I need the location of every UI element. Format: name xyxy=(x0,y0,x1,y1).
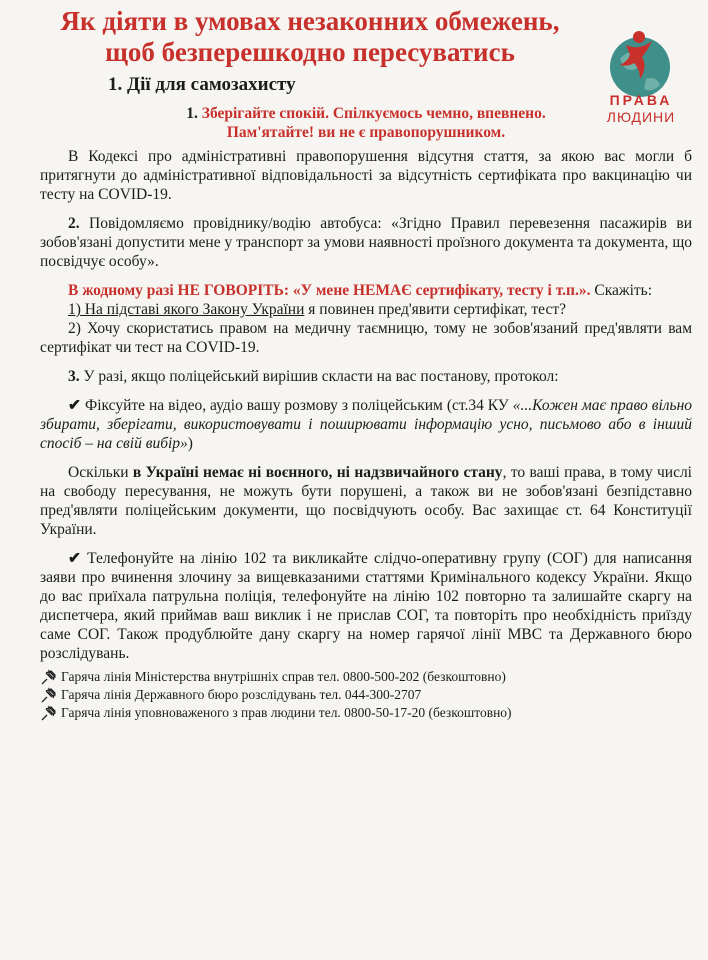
title-line-2: щоб безперешкодно пересуватись xyxy=(105,37,515,67)
pushpin-icon xyxy=(40,669,58,685)
paragraph-stay-calm xyxy=(40,104,692,142)
pushpin-icon xyxy=(40,705,58,721)
checkmark-icon: ✔ xyxy=(68,397,81,414)
section-heading: 1. Дії для самозахисту xyxy=(108,74,296,95)
record-text: Фіксуйте на відео, аудіо вашу розмову з поліцейським (ст.34 КУ xyxy=(84,397,509,414)
item-number: 1. xyxy=(186,105,198,122)
hotline-item xyxy=(40,704,692,722)
item-number: 2. xyxy=(68,215,80,232)
paragraph-driver xyxy=(40,214,692,271)
hotline-text: Гаряча лінія Державного бюро розслідувань тел. 044-300-2707 xyxy=(61,687,422,702)
hotline-item xyxy=(40,686,692,704)
checkmark-icon: ✔ xyxy=(68,550,81,567)
question-1 xyxy=(40,300,692,319)
document-body xyxy=(40,104,692,722)
question-2: 2) Хочу скористатись правом на медичну таємницю, тому не зобов'язаний пред'являти вам сертифікат чи тест на COVID-19. xyxy=(40,320,692,356)
driver-text: Повідомляємо провіднику/водію автобуса: «Згідно Правил перевезення пасажирів ви зобов'язані допустити мене у транспорт за умови наявності проїзного документа та документа, що посвідчує особу». xyxy=(40,215,692,270)
warning-text: В жодному разі НЕ ГОВОРІТЬ: «У мене НЕМАЄ сертифікату, тесту і т.п.». xyxy=(68,282,591,299)
paragraph-code: В Кодексі про адміністративні правопорушення відсутня стаття, за якою вас могли б притягнути до адміністративної відповідальності за відсутність сертифіката про вакцинацію чи тесту на COVID-19. xyxy=(40,148,692,203)
paragraph-do-not-say xyxy=(40,281,692,300)
rights-bold: в Україні немає ні воєнного, ні надзвичайного стану xyxy=(132,464,503,481)
logo-line-1: ПРАВА xyxy=(609,92,673,108)
question-1-rest: я повинен пред'явити сертифікат, тест? xyxy=(304,301,566,318)
page-title xyxy=(30,6,590,68)
call-102-text: Телефонуйте на лінію 102 та викликайте слідчо-оперативну групу (СОГ) для написання заяви про вчинення злочину за вищевказаними статтями Кримінального кодексу України. Якщо до вас приїхала патрульна поліція, телефонуйте на лінію 102 повторно та залишайте скаргу на диспетчера, який приймав ваш виклик і не прислав СОГ, та повторіть про необхідність приїзду саме СОГ. Також продублюйте дану скаргу на номер гарячої лінії МВС та Державного бюро розслідувань. xyxy=(40,550,693,662)
hotline-text: Гаряча лінія уповноваженого з прав людини тел. 0800-50-17-20 (безкоштовно) xyxy=(61,705,512,720)
say-text: Скажіть: xyxy=(590,282,653,299)
person-head-icon xyxy=(633,31,645,43)
quote-close: ) xyxy=(187,435,193,452)
paragraph-rights xyxy=(40,463,692,539)
rights-text-a: Оскільки xyxy=(68,464,133,481)
paragraph-record xyxy=(40,396,692,453)
paragraph-police xyxy=(40,367,692,386)
stay-calm-text: Зберігайте спокій. Спілкуємось чемно, впевнено. xyxy=(201,105,546,122)
logo-line-2: ЛЮДИНИ xyxy=(606,109,676,125)
hotline-text: Гаряча лінія Міністерства внутрішніх справ тел. 0800-500-202 (безкоштовно) xyxy=(61,669,506,684)
pushpin-icon xyxy=(40,687,58,703)
paragraph-call-102 xyxy=(40,549,692,663)
police-text: У разі, якщо поліцейський вирішив скласти на вас постанову, протокол: xyxy=(83,368,559,385)
hotline-item xyxy=(40,668,692,686)
rights-text-b: , то ваші права, в тому числі на свободу пересування, не можуть бути порушені, а також ви не зобов'язані безпідставно пред'являти поліцейським документи, що посвідчують особу. Вас захищає ст. 64 Конституції України. xyxy=(40,464,692,538)
constitution-quote: «...Кожен має право вільно збирати, зберігати, використовувати і поширювати інформацію усно, письмово або в інший спосіб – на свій вибір» xyxy=(40,397,693,452)
not-offender-text: Пам'ятайте! ви не є правопорушником. xyxy=(226,124,506,141)
item-number: 3. xyxy=(68,368,80,385)
question-1-underlined: 1) На підставі якого Закону України xyxy=(68,301,305,318)
title-line-1: Як діяти в умовах незаконних обмежень, xyxy=(60,6,560,36)
